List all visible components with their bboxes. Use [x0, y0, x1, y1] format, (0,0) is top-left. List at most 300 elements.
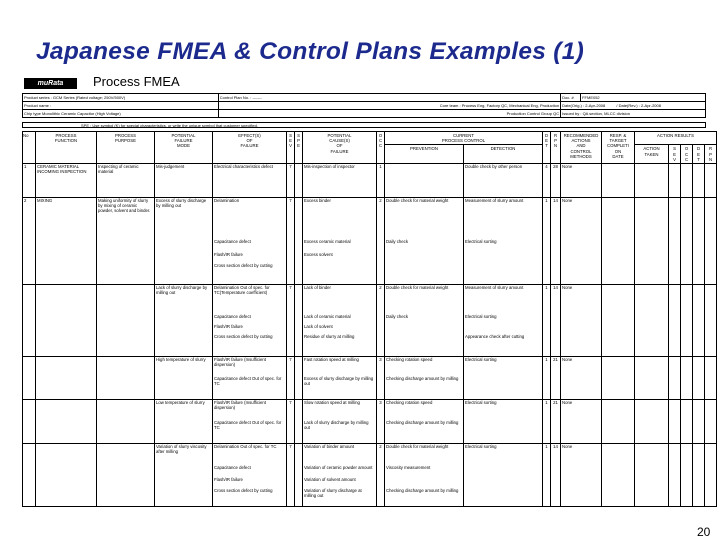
control-plan-no: Control Plan No. : ------- [218, 94, 560, 102]
col-result-occ: O C C [681, 145, 693, 164]
failure-cause: Residue of slurry at milling [303, 334, 377, 353]
action-result-cell [693, 239, 705, 252]
rpn-value [551, 465, 561, 477]
action-result-cell [681, 334, 693, 353]
action-result-cell [602, 465, 635, 477]
prevention-control [385, 164, 464, 194]
col-no: No [23, 132, 36, 164]
slide-title: Japanese FMEA & Control Plans Examples (1) [36, 38, 585, 65]
special-char [295, 334, 303, 353]
prevention-control [385, 477, 464, 488]
col-occ: O C C [377, 132, 385, 164]
failure-mode [155, 239, 213, 252]
rpn-value: 21 [551, 356, 561, 376]
col-sev: S E V [287, 132, 295, 164]
prevention-control [385, 324, 464, 334]
col-detection: DETECTION [464, 145, 543, 164]
action-result-cell [635, 400, 669, 420]
special-char [295, 252, 303, 263]
fmea-body [23, 164, 717, 507]
special-char [295, 239, 303, 252]
action-result-cell [705, 465, 717, 477]
action-result-cell [602, 164, 635, 194]
special-char [295, 285, 303, 314]
col-failure-mode: POTENTIAL FAILURE MODE [155, 132, 213, 164]
process-function [36, 239, 97, 252]
failure-mode [155, 334, 213, 353]
row-no [23, 324, 36, 334]
row-no [23, 465, 36, 477]
failure-cause [303, 263, 377, 281]
failure-effect: Capacitance defect Out of spec. for TC [213, 376, 287, 396]
severity [287, 420, 295, 440]
process-purpose: Inspecting of ceramic material [97, 164, 155, 194]
action-result-cell [669, 197, 681, 239]
failure-cause: Variation of binder amount [303, 443, 377, 465]
col-result-det: D E T [693, 145, 705, 164]
process-function [36, 324, 97, 334]
process-function [36, 465, 97, 477]
row-no: 1 [23, 164, 36, 194]
col-result-sev: S E V [669, 145, 681, 164]
doc-no-value: FFME052 [581, 94, 706, 102]
severity: 7 [287, 443, 295, 465]
action-result-cell [669, 420, 681, 440]
failure-mode [155, 324, 213, 334]
rpn-value: 14 [551, 285, 561, 314]
special-char [295, 465, 303, 477]
action-result-cell [681, 356, 693, 376]
severity [287, 252, 295, 263]
action-result-cell [669, 263, 681, 281]
process-purpose [97, 324, 155, 334]
action-result-cell [681, 252, 693, 263]
failure-effect: Cross section defect by cutting [213, 263, 287, 281]
recommended-action: None [561, 164, 602, 194]
action-result-cell [635, 477, 669, 488]
process-purpose [97, 252, 155, 263]
process-purpose [97, 488, 155, 506]
action-result-cell [705, 263, 717, 281]
col-causes: POTENTIAL CAUSE(S) OF FAILURE [303, 132, 377, 164]
failure-effect: Cross section defect by cutting [213, 334, 287, 353]
severity: 7 [287, 164, 295, 194]
recommended-action [561, 465, 602, 477]
row-no [23, 488, 36, 506]
process-function [36, 314, 97, 324]
rpn-value [551, 263, 561, 281]
rpn-value [551, 324, 561, 334]
action-result-cell [693, 164, 705, 194]
detection-rating [543, 263, 551, 281]
action-result-cell [635, 356, 669, 376]
detection-control [464, 252, 543, 263]
row-no [23, 285, 36, 314]
occurrence [377, 420, 385, 440]
action-result-cell [669, 356, 681, 376]
detection-control [464, 477, 543, 488]
recommended-action [561, 263, 602, 281]
recommended-action [561, 239, 602, 252]
action-result-cell [693, 263, 705, 281]
detection-control: Double check by other person [464, 164, 543, 194]
special-char [295, 356, 303, 376]
failure-effect: Capacitance defect [213, 314, 287, 324]
detection-control [464, 324, 543, 334]
row-no [23, 376, 36, 396]
action-result-cell [602, 285, 635, 314]
action-result-cell [635, 314, 669, 324]
prevention-control [385, 334, 464, 353]
table-row [23, 488, 717, 506]
detection-rating [543, 314, 551, 324]
severity: 7 [287, 400, 295, 420]
fmea-document [20, 72, 713, 539]
prevention-control: Checking rotation speed [385, 356, 464, 376]
failure-effect: Flash/IR failure [213, 324, 287, 334]
special-char [295, 376, 303, 396]
failure-cause: Excess solvent [303, 252, 377, 263]
action-result-cell [669, 488, 681, 506]
failure-mode: High temperature of slurry [155, 356, 213, 376]
spe-note: SPE : Use symbol (K) for special characteristics, or write the unique symbol that customer specified. [81, 123, 258, 128]
failure-cause: Excess of slurry discharge by milling out [303, 376, 377, 396]
detection-rating [543, 488, 551, 506]
rpn-value [551, 252, 561, 263]
row-no [23, 334, 36, 353]
severity [287, 263, 295, 281]
process-purpose [97, 420, 155, 440]
action-result-cell [635, 420, 669, 440]
table-row [23, 443, 717, 465]
process-function [36, 376, 97, 396]
special-char [295, 420, 303, 440]
action-result-cell [693, 285, 705, 314]
detection-rating: 1 [543, 443, 551, 465]
action-result-cell [681, 263, 693, 281]
severity [287, 239, 295, 252]
action-result-cell [635, 285, 669, 314]
action-result-cell [705, 400, 717, 420]
rpn-value [551, 376, 561, 396]
spe-note-bar [22, 122, 706, 128]
failure-cause: Lack of binder [303, 285, 377, 314]
action-result-cell [635, 334, 669, 353]
table-row [23, 376, 717, 396]
table-row [23, 285, 717, 314]
col-prevention: PREVENTION [385, 145, 464, 164]
failure-effect: Delamination [213, 197, 287, 239]
detection-control: Electrical sorting [464, 314, 543, 324]
action-result-cell [693, 252, 705, 263]
detection-control: Electrical sorting [464, 239, 543, 252]
action-result-cell [602, 400, 635, 420]
failure-cause: Variation of slurry discharge at milling out [303, 488, 377, 506]
prevention-control: Checking discharge amount by milling [385, 376, 464, 396]
core-team: Core team : Process Eng, Factory QC, Mechanical Eng, Production [218, 102, 560, 110]
process-purpose [97, 356, 155, 376]
chip-type: Chip type Monolithic Ceramic Capacitor (High Voltage) [23, 110, 219, 118]
detection-control: Measurement of slurry amount [464, 285, 543, 314]
issued-by: Issued by : QA section, MLCC division [561, 110, 706, 118]
failure-mode [155, 465, 213, 477]
action-result-cell [635, 263, 669, 281]
action-result-cell [669, 443, 681, 465]
doc-no-label: Doc. # [561, 94, 581, 102]
severity: 7 [287, 285, 295, 314]
action-result-cell [693, 488, 705, 506]
action-result-cell [693, 465, 705, 477]
failure-effect: Flash/IR failure (Insufficient dispersion) [213, 356, 287, 376]
failure-effect: Delamination Out of spec. for TC(Temperature coefficient) [213, 285, 287, 314]
action-result-cell [705, 420, 717, 440]
detection-rating [543, 252, 551, 263]
detection-rating [543, 465, 551, 477]
action-result-cell [693, 400, 705, 420]
action-result-cell [669, 239, 681, 252]
special-char [295, 263, 303, 281]
row-no [23, 252, 36, 263]
occurrence [377, 252, 385, 263]
severity: 7 [287, 197, 295, 239]
detection-rating: 4 [543, 164, 551, 194]
action-result-cell [705, 239, 717, 252]
action-result-cell [693, 314, 705, 324]
rpn-value [551, 488, 561, 506]
prevention-control: Daily check [385, 314, 464, 324]
action-result-cell [635, 324, 669, 334]
row-no [23, 420, 36, 440]
detection-control [464, 420, 543, 440]
failure-cause: Lack of slurry discharge by milling out [303, 420, 377, 440]
row-no [23, 477, 36, 488]
action-result-cell [705, 324, 717, 334]
process-function: CERAMIC MATERIAL INCOMING INSPECTION [36, 164, 97, 194]
rpn-value [551, 477, 561, 488]
action-result-cell [669, 400, 681, 420]
action-result-cell [705, 197, 717, 239]
severity [287, 334, 295, 353]
rpn-value: 14 [551, 197, 561, 239]
dates: Date(Orig.) : 2-Apr-2008 / Date(Rev.) : 2-Apr-2008 [561, 102, 706, 110]
action-result-cell [681, 400, 693, 420]
action-result-cell [669, 314, 681, 324]
prevention-control: Checking rotation speed [385, 400, 464, 420]
failure-effect: Flash/IR failure [213, 477, 287, 488]
failure-cause: Variation of solvent amount [303, 477, 377, 488]
process-function [36, 334, 97, 353]
action-result-cell [681, 443, 693, 465]
rpn-value [551, 334, 561, 353]
rpn-value [551, 239, 561, 252]
occurrence [377, 488, 385, 506]
col-current-controls: CURRENT PROCESS CONTROL [385, 132, 543, 145]
special-char [295, 488, 303, 506]
product-series: Product series : GCM Series (Rated voltage; 250V/500V) [23, 94, 219, 102]
action-result-cell [602, 477, 635, 488]
prevention-control: Double check for material weight [385, 197, 464, 239]
recommended-action [561, 488, 602, 506]
detection-control [464, 263, 543, 281]
table-row [23, 239, 717, 252]
severity [287, 465, 295, 477]
failure-effect: Capacitance defect [213, 239, 287, 252]
action-result-cell [635, 376, 669, 396]
prevention-control: Daily check [385, 239, 464, 252]
action-result-cell [693, 477, 705, 488]
process-function [36, 443, 97, 465]
action-result-cell [635, 252, 669, 263]
action-result-cell [705, 356, 717, 376]
row-no [23, 314, 36, 324]
action-result-cell [635, 164, 669, 194]
prevention-control [385, 263, 464, 281]
table-row [23, 314, 717, 324]
col-process-function: PROCESS FUNCTION [36, 132, 97, 164]
table-row [23, 400, 717, 420]
failure-effect: Delamination Out of spec. for TC [213, 443, 287, 465]
process-purpose [97, 334, 155, 353]
action-result-cell [635, 197, 669, 239]
detection-control [464, 376, 543, 396]
action-result-cell [681, 477, 693, 488]
detection-rating [543, 324, 551, 334]
row-no [23, 356, 36, 376]
action-result-cell [705, 314, 717, 324]
severity [287, 488, 295, 506]
failure-cause: Lack of solvent [303, 324, 377, 334]
col-action-taken: ACTION TAKEN [635, 145, 669, 164]
process-function [36, 488, 97, 506]
occurrence [377, 239, 385, 252]
recommended-action: None [561, 285, 602, 314]
table-row [23, 324, 717, 334]
table-row [23, 252, 717, 263]
action-result-cell [681, 376, 693, 396]
action-result-cell [693, 197, 705, 239]
recommended-action [561, 324, 602, 334]
action-result-cell [635, 488, 669, 506]
special-char [295, 164, 303, 194]
col-recommended: RECOMMENDED ACTIONS AND CONTROL METHODS [561, 132, 602, 164]
occurrence: 2 [377, 443, 385, 465]
detection-control: Electrical sorting [464, 443, 543, 465]
row-no [23, 239, 36, 252]
process-purpose [97, 376, 155, 396]
detection-rating: 1 [543, 356, 551, 376]
action-result-cell [681, 465, 693, 477]
row-no [23, 443, 36, 465]
row-no: 2 [23, 197, 36, 239]
failure-mode [155, 263, 213, 281]
action-result-cell [681, 285, 693, 314]
col-process-purpose: PROCESS PURPOSE [97, 132, 155, 164]
recommended-action: None [561, 400, 602, 420]
action-result-cell [635, 443, 669, 465]
action-result-cell [693, 324, 705, 334]
col-rpn: R P N [551, 132, 561, 164]
row-no [23, 263, 36, 281]
process-purpose [97, 314, 155, 324]
action-result-cell [681, 488, 693, 506]
action-result-cell [669, 465, 681, 477]
detection-control: Appearance check after cutting [464, 334, 543, 353]
action-result-cell [635, 239, 669, 252]
action-result-cell [693, 376, 705, 396]
action-result-cell [602, 252, 635, 263]
occurrence [377, 334, 385, 353]
detection-rating [543, 239, 551, 252]
recommended-action [561, 420, 602, 440]
detection-rating: 1 [543, 400, 551, 420]
detection-rating [543, 477, 551, 488]
occurrence [377, 376, 385, 396]
company-logo: muRata [24, 78, 77, 89]
detection-rating [543, 334, 551, 353]
occurrence: 2 [377, 285, 385, 314]
action-result-cell [705, 488, 717, 506]
recommended-action [561, 314, 602, 324]
row-no [23, 400, 36, 420]
special-char [295, 314, 303, 324]
process-purpose [97, 400, 155, 420]
process-function [36, 477, 97, 488]
detection-control [464, 488, 543, 506]
col-spe: S P E [295, 132, 303, 164]
failure-mode [155, 420, 213, 440]
action-result-cell [602, 376, 635, 396]
detection-control: Electrical sorting [464, 400, 543, 420]
document-header [22, 93, 706, 118]
col-effects: EFFECT(S) OF FAILURE [213, 132, 287, 164]
recommended-action [561, 252, 602, 263]
rpn-value: 21 [551, 400, 561, 420]
table-row [23, 420, 717, 440]
action-result-cell [602, 420, 635, 440]
failure-effect: Flash/IR failure (Insufficient dispersion) [213, 400, 287, 420]
process-purpose [97, 263, 155, 281]
process-function [36, 356, 97, 376]
action-result-cell [669, 164, 681, 194]
action-result-cell [602, 239, 635, 252]
col-action-results: ACTION RESULTS [635, 132, 717, 145]
occurrence: 3 [377, 356, 385, 376]
action-result-cell [705, 164, 717, 194]
failure-mode [155, 314, 213, 324]
table-row [23, 164, 717, 194]
action-result-cell [705, 443, 717, 465]
rpn-value [551, 420, 561, 440]
action-result-cell [602, 356, 635, 376]
failure-effect: Flash/IR failure [213, 252, 287, 263]
action-result-cell [669, 285, 681, 314]
special-char [295, 324, 303, 334]
special-char [295, 400, 303, 420]
action-result-cell [681, 324, 693, 334]
process-function [36, 252, 97, 263]
prevention-control: Double check for material weight [385, 443, 464, 465]
occurrence [377, 314, 385, 324]
failure-effect: Cross section defect by cutting [213, 488, 287, 506]
col-result-rpn: R P N [705, 145, 717, 164]
action-result-cell [681, 239, 693, 252]
action-result-cell [602, 334, 635, 353]
action-result-cell [693, 420, 705, 440]
failure-cause: Variation of ceramic powder amount [303, 465, 377, 477]
action-result-cell [705, 252, 717, 263]
col-responsibility: RESP. & TARGET COMPLETI ON DATE [602, 132, 635, 164]
action-result-cell [669, 477, 681, 488]
